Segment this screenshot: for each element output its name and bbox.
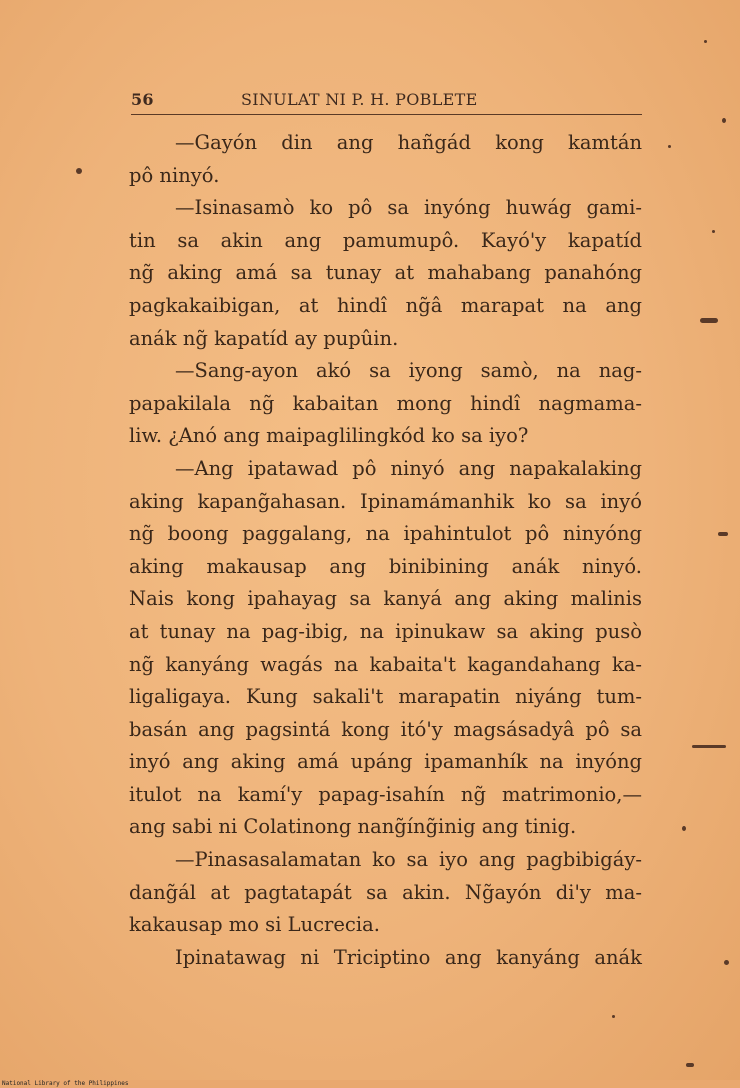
text-line: itulot na kamí'y papag-isahín ng̃ matrimonio,—: [129, 782, 642, 806]
text-line: kakausap mo si Lucrecia.: [129, 913, 380, 937]
running-head-title: SINULAT NI P. H. POBLETE: [241, 90, 478, 109]
text-line: Nais kong ipahayag sa kanyá ang aking malinis: [129, 587, 642, 611]
text-line: papakilala ng̃ kabaitan mong hindî nagmama-: [129, 391, 642, 415]
text-line: —Isinasamò ko pô sa inyóng huwág gami-: [175, 196, 642, 220]
text-line: ng̃ aking amá sa tunay at mahabang panahóng: [129, 261, 642, 285]
text-line: dang̃ál at pagtatapát sa akin. Ng̃ayón di'y ma-: [129, 880, 642, 904]
paper-speck: [692, 745, 726, 748]
text-line: ligaligaya. Kung sakali't marapatin niyáng tum-: [129, 685, 642, 709]
paper-speck: [718, 532, 728, 536]
text-line: —Ang ipatawad pô ninyó ang napakalaking: [175, 456, 642, 480]
page-number: 56: [131, 90, 154, 109]
paper-speck: [612, 1015, 615, 1018]
text-line: tin sa akin ang pamumupô. Kayó'y kapatíd: [129, 228, 642, 252]
text-line: ng̃ boong paggalang, na ipahintulot pô ninyóng: [129, 522, 642, 546]
paper-speck: [712, 230, 715, 233]
paper-speck: [724, 960, 729, 965]
text-line: liw. ¿Anó ang maipaglilingkód ko sa iyo?: [129, 424, 529, 448]
text-line: anák ng̃ kapatíd ay pupûin.: [129, 326, 399, 350]
text-line: Ipinatawag ni Triciptino ang kanyáng anák: [175, 945, 642, 969]
text-line: pagkakaibigan, at hindî ng̃â marapat na ang: [129, 293, 642, 317]
paper-speck: [668, 145, 671, 148]
text-line: —Sang-ayon akó sa iyong samò, na nag-: [175, 359, 642, 383]
paper-speck: [76, 168, 82, 174]
text-line: at tunay na pag-ibig, na ipinukaw sa aking pusò: [129, 619, 642, 643]
running-head: [131, 88, 642, 115]
text-line: pô ninyó.: [129, 163, 220, 187]
text-line: aking makausap ang binibining anák ninyó.: [129, 554, 642, 578]
text-line: inyó ang aking amá upáng ipamanhík na inyóng: [129, 750, 642, 774]
text-line: ng̃ kanyáng wagás na kabaita't kagandahang ka-: [129, 652, 642, 676]
text-line: —Gayón din ang hañgád kong kamtán: [175, 131, 642, 154]
paper-speck: [722, 118, 726, 123]
body-text: [129, 127, 642, 974]
text-line: —Pinasasalamatan ko sa iyo ang pagbibigáy-: [175, 848, 642, 872]
paper-speck: [700, 318, 718, 323]
paper-speck: [704, 40, 707, 43]
text-line: aking kapang̃ahasan. Ipinamámanhik ko sa inyó: [129, 489, 642, 513]
text-line: basán ang pagsintá kong itó'y magsásadyâ pô sa: [129, 717, 642, 741]
library-credit: National Library of the Philippines: [2, 1080, 129, 1087]
paper-speck: [686, 1063, 694, 1067]
paper-speck: [682, 826, 686, 831]
text-line: ang sabi ni Colatinong nang̃íng̃inig ang tinig.: [129, 815, 577, 839]
